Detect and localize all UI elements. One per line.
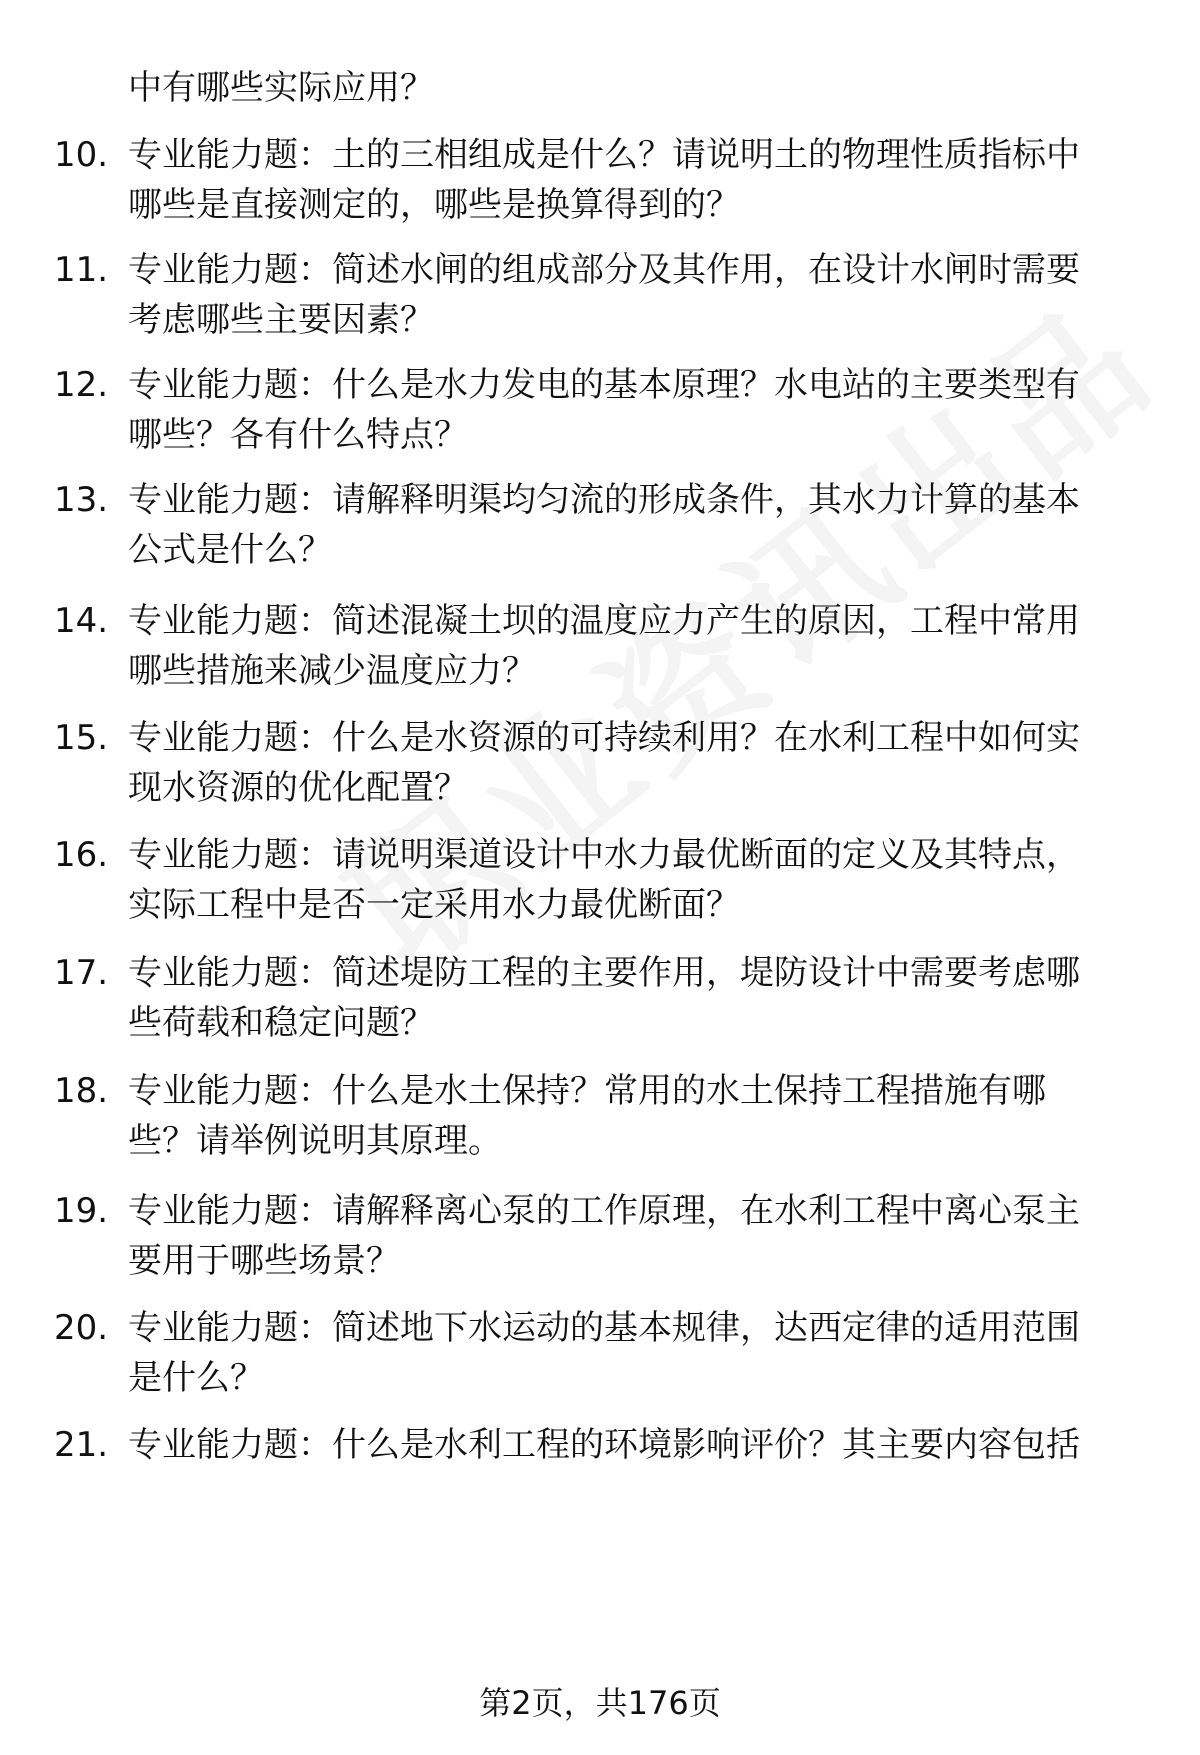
question-text-line2: 哪些？各有什么特点？ <box>128 415 468 455</box>
question-text-line2: 要用于哪些场景？ <box>128 1241 400 1281</box>
question-number: 18. <box>54 1071 109 1111</box>
question-text-line1: 专业能力题：请解释明渠均匀流的形成条件，其水力计算的基本 <box>128 480 1080 520</box>
question-text-line1: 专业能力题：什么是水土保持？常用的水土保持工程措施有哪 <box>128 1071 1046 1111</box>
question-text-line1: 专业能力题：简述混凝土坝的温度应力产生的原因，工程中常用 <box>128 601 1080 641</box>
question-text-line2: 些？请举例说明其原理。 <box>128 1121 502 1161</box>
question-text-line1: 专业能力题：土的三相组成是什么？请说明土的物理性质指标中 <box>128 135 1080 175</box>
question-text-line1: 专业能力题：什么是水力发电的基本原理？水电站的主要类型有 <box>128 365 1080 405</box>
question-number: 12. <box>54 365 109 405</box>
question-text-line1: 专业能力题：什么是水资源的可持续利用？在水利工程中如何实 <box>128 718 1080 758</box>
question-text-line1: 专业能力题：简述地下水运动的基本规律，达西定律的适用范围 <box>128 1308 1080 1348</box>
question-number: 20. <box>54 1308 109 1348</box>
question-number: 10. <box>54 135 109 175</box>
question-text-line2: 些荷载和稳定问题？ <box>128 1003 434 1043</box>
question-text-line2: 现水资源的优化配置？ <box>128 768 468 808</box>
question-number: 17. <box>54 953 109 993</box>
question-text-line1: 专业能力题：请说明渠道设计中水力最优断面的定义及其特点， <box>128 835 1080 875</box>
question-text-line2: 公式是什么？ <box>128 530 332 570</box>
question-number: 19. <box>54 1191 109 1231</box>
question-number: 13. <box>54 480 109 520</box>
question-text-line2: 是什么？ <box>128 1358 264 1398</box>
question-text-line1: 专业能力题：什么是水利工程的环境影响评价？其主要内容包括 <box>128 1425 1080 1465</box>
question-text-line1: 专业能力题：简述堤防工程的主要作用，堤防设计中需要考虑哪 <box>128 953 1080 993</box>
question-text-line2: 哪些措施来减少温度应力？ <box>128 651 536 691</box>
continuation-line: 中有哪些实际应用？ <box>128 68 434 108</box>
question-number: 15. <box>54 718 109 758</box>
question-text-line1: 专业能力题：简述水闸的组成部分及其作用，在设计水闸时需要 <box>128 250 1080 290</box>
page-footer: 第2页，共176页 <box>479 1684 721 1722</box>
question-text-line2: 哪些是直接测定的，哪些是换算得到的？ <box>128 185 740 225</box>
question-number: 21. <box>54 1425 109 1465</box>
question-text-line1: 专业能力题：请解释离心泵的工作原理，在水利工程中离心泵主 <box>128 1191 1080 1231</box>
question-text-line2: 实际工程中是否一定采用水力最优断面？ <box>128 885 740 925</box>
question-number: 14. <box>54 601 109 641</box>
question-text-line2: 考虑哪些主要因素？ <box>128 300 434 340</box>
question-number: 11. <box>54 250 109 290</box>
question-number: 16. <box>54 835 109 875</box>
